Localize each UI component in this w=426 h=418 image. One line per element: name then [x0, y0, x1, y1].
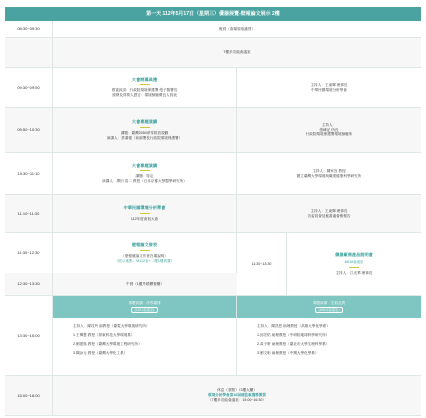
session-cell	[53, 195, 237, 232]
event-cell	[53, 21, 421, 37]
schedule-row	[5, 273, 237, 296]
schedule-row	[5, 153, 421, 195]
session-cell	[53, 108, 237, 152]
chair-cell	[237, 108, 421, 152]
session-title[interactable]: 大會專題演講	[131, 119, 158, 125]
speaker-line: 3.陳詠元 教授（臺灣大學化工系）	[73, 350, 128, 355]
schedule-header	[5, 7, 421, 21]
session-banner	[53, 296, 236, 318]
chair-line: 主持人：	[321, 122, 337, 127]
vendor-block	[237, 233, 421, 296]
chair-line: 各委員會及秘書處會報報告	[307, 213, 351, 218]
session-line: 演講人：蔡鴻德（前副署長行政院環境保護署）	[106, 135, 183, 140]
session-title[interactable]: 大會專題演講	[131, 162, 158, 168]
schedule-row	[5, 108, 421, 153]
session-title[interactable]: 壁報論文發表	[131, 242, 158, 248]
time-cell: 11:10~11:30	[5, 195, 53, 232]
speaker-line: 2.黃子軒 助理教授（臺北市大學生理科學系）	[257, 341, 330, 346]
session-line: 講題：臺灣2050淨零排放規劃	[120, 130, 169, 135]
schedule-row	[5, 376, 421, 416]
vendor-room: M518會議室	[344, 260, 364, 265]
title-divider	[140, 213, 150, 214]
session-title[interactable]: 大會開幕典禮	[131, 76, 158, 82]
schedule-row	[5, 21, 421, 38]
session-cell	[53, 68, 237, 107]
event-text: 午餐（1樓外精饌餐廳）	[126, 281, 164, 286]
session-line: 112年度會員大會	[130, 216, 159, 221]
vendor-cell	[287, 233, 421, 295]
schedule-row	[5, 38, 421, 68]
chair-line: 中華民國環境分析學會	[311, 87, 347, 92]
schedule-row	[5, 296, 421, 376]
event-line: （7樓多功能會議室：15:00~16:30）	[207, 397, 267, 402]
session-cell	[53, 233, 237, 273]
chair-line: 行政院環境保護署環境檢驗所	[305, 132, 353, 137]
time-cell: 10:30~11:10	[5, 153, 53, 194]
title-divider	[349, 267, 359, 268]
chair-line: 張峰記 所長	[319, 127, 339, 132]
speaker-list	[237, 324, 421, 355]
venue-text: 7樓多功能會議室	[223, 50, 251, 55]
title-divider	[140, 250, 150, 251]
time-cell: 15:00~18:00	[5, 376, 53, 415]
session-title[interactable]: 中華民國環境分析學會	[123, 205, 166, 211]
vendor-time	[237, 233, 287, 295]
event-line: 休息（茶點）（3樓大廳）	[217, 388, 257, 393]
schedule-title: 第一天 112年5月17日（星期三）優器展覽-壁報論文展示 2樓	[146, 10, 280, 17]
time-cell: 13:30~15:00	[5, 296, 53, 375]
parallel-session-right	[237, 296, 421, 375]
chair-line: 主持人：陳家宜 教授	[312, 168, 346, 173]
time-cell: 09:50~10:30	[5, 108, 53, 152]
chair-cell	[237, 68, 421, 107]
session-banner	[237, 296, 421, 318]
banner-room: (1101會議室)	[131, 307, 159, 314]
title-divider	[140, 127, 150, 128]
speaker-list	[53, 324, 236, 355]
vendor-chair: 主持人：江光華 理事長	[335, 270, 373, 275]
time-cell	[5, 38, 53, 67]
chair-line: 主持人：王東輝 理事長	[310, 82, 348, 87]
schedule-row	[5, 68, 421, 108]
event-cell	[53, 273, 237, 295]
chair-cell	[237, 195, 421, 232]
speaker-line: 1.邱宏佑 助理教授（中研院地球科學研究所）	[257, 332, 330, 337]
speaker-line: 主持人：陳昌恕 助理教授（高雄大學化學系）	[257, 324, 330, 328]
vendor-title[interactable]: 儀器廠商產品說明會	[335, 252, 373, 258]
session-line: （壁報號論文作者在場說明）	[121, 253, 168, 258]
chair-cell	[237, 153, 421, 194]
chair-line: 國立臺灣大學環境與職業健康科學研究所	[296, 173, 362, 178]
banner-title: 專題演講：淨零碳排	[128, 300, 161, 305]
event-text: 報到（會場領取識別）	[219, 26, 255, 31]
time-cell: 11:30~12:30	[5, 233, 53, 273]
session-line: 演講人：澤田 浩二 教授（日本京都大學醫學研究所）	[102, 179, 187, 184]
time-cell: 08:30~09:30	[5, 21, 53, 37]
time-cell: 09:30~09:50	[5, 68, 53, 107]
session-cell	[53, 153, 237, 194]
speaker-line: 1.王傳慧 教授（屏東科技大學環境系）	[73, 332, 135, 337]
session-line: 頒發及得獎人感言：環境檢驗優良人員表	[112, 93, 177, 98]
time-cell: 12:30~13:30	[5, 273, 53, 295]
chair-line: 主持人：王東輝 理事長	[310, 208, 348, 213]
banner-room: (M503會議室)	[315, 307, 344, 314]
speaker-line: 2.劉建孫 教授（臺灣大學環境工程研究所）	[73, 341, 142, 346]
vendor-time-text: 11:30~13:30	[251, 261, 272, 266]
banner-title: 專題演講：空氣品質	[312, 300, 346, 305]
speaker-line: 主持人：陳玟玲 副教授（臺電大學環境研究所）	[73, 324, 150, 328]
title-divider	[140, 84, 150, 85]
event-cell	[53, 376, 421, 415]
title-divider	[140, 170, 150, 171]
parallel-session-left	[53, 296, 237, 375]
event-cell	[53, 38, 421, 67]
session-line: 講題：待定	[135, 174, 154, 179]
session-line: 貴賓致詞：行政院環境保護署 張子敬署長	[111, 88, 178, 93]
event-link[interactable]: 環境分析學會第16屆理監事選舉開票	[208, 393, 266, 398]
session-line[interactable]: （展示地點：M112室+二樓1樓展覽）	[114, 258, 175, 263]
speaker-line: 3.劉文彰 助理教授（中興大學化學系）	[257, 350, 319, 355]
schedule-row	[5, 195, 421, 233]
